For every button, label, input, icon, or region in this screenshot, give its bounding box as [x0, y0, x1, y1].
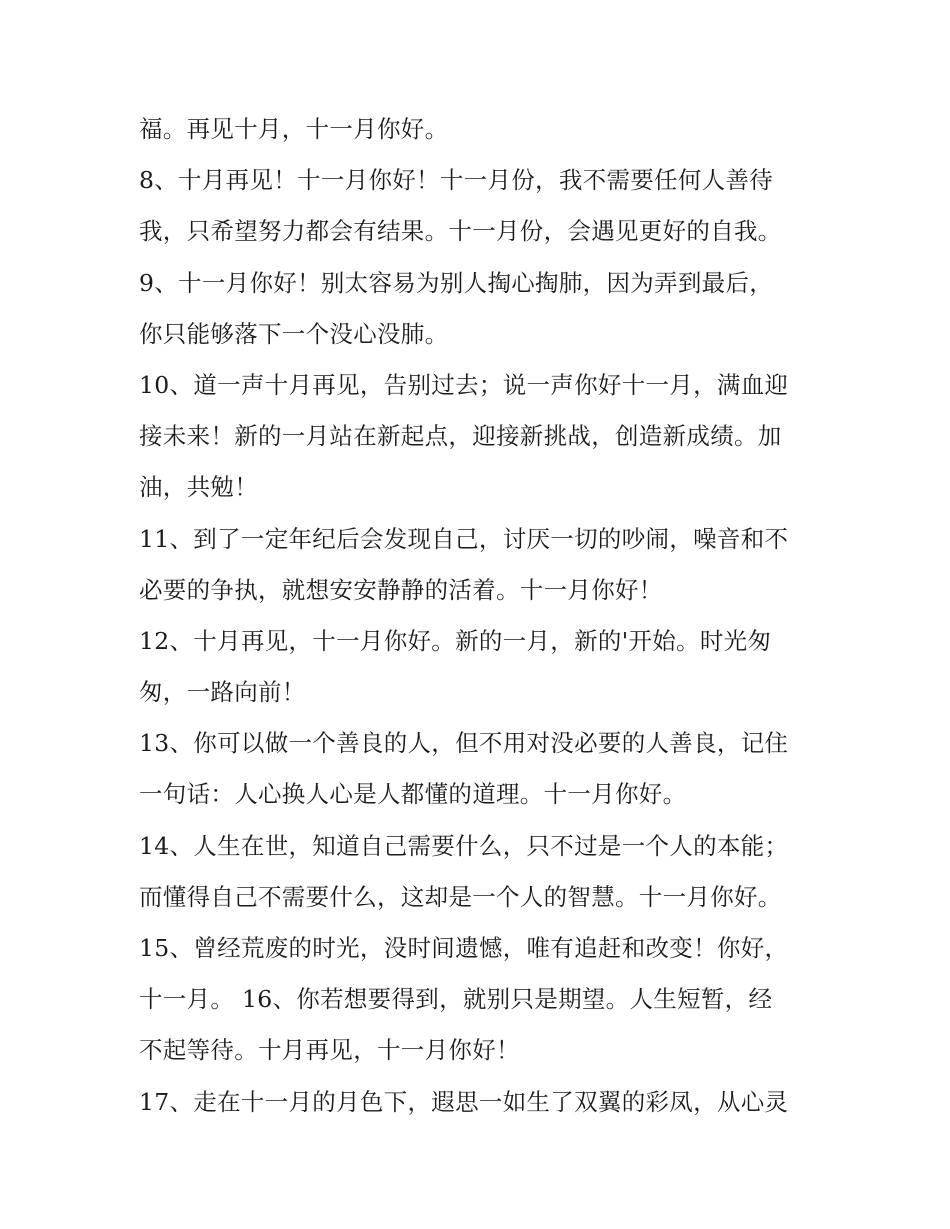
- text-line: 9、十一月你好！别太容易为别人掏心掏肺，因为弄到最后，: [139, 268, 774, 297]
- text-line: 不起等待。十月再见，十一月你好！: [139, 1036, 520, 1065]
- text-line: 必要的争执，就想安安静静的活着。十一月你好！: [139, 575, 663, 604]
- text-line: 一句话：人心换人心是人都懂的道理。十一月你好。: [139, 780, 687, 809]
- text-line: 油，共勉！: [139, 473, 258, 502]
- text-line: 匆，一路向前！: [139, 678, 306, 707]
- text-line: 13、你可以做一个善良的人，但不用对没必要的人善良，记住: [139, 729, 789, 758]
- text-line: 10、道一声十月再见，告别过去；说一声你好十一月，满血迎: [139, 370, 789, 399]
- text-line: 而懂得自己不需要什么，这却是一个人的智慧。十一月你好。: [139, 882, 782, 911]
- text-line: 17、走在十一月的月色下，遐思一如生了双翼的彩凤，从心灵: [139, 1087, 789, 1116]
- text-line: 福。再见十月，十一月你好。: [139, 115, 449, 143]
- text-line: 8、十月再见！十一月你好！十一月份，我不需要任何人善待: [139, 166, 774, 195]
- text-line: 你只能够落下一个没心没肺。: [139, 319, 449, 348]
- text-line: 十一月。 16、你若想要得到，就别只是期望。人生短暂，经: [139, 985, 773, 1014]
- text-line: 14、人生在世，知道自己需要什么，只不过是一个人的本能；: [139, 831, 789, 860]
- text-line: 接未来！新的一月站在新起点，迎接新挑战，创造新成绩。加: [139, 422, 782, 451]
- text-line: 12、十月再见，十一月你好。新的一月，新的'开始。时光匆: [139, 626, 772, 655]
- text-line: 15、曾经荒废的时光，没时间遗憾，唯有追赶和改变！你好，: [139, 934, 789, 962]
- text-line: 11、到了一定年纪后会发现自己，讨厌一切的吵闹，噪音和不: [139, 524, 789, 553]
- document-body: [139, 104, 819, 1128]
- text-line: 我，只希望努力都会有结果。十一月份，会遇见更好的自我。: [139, 217, 782, 246]
